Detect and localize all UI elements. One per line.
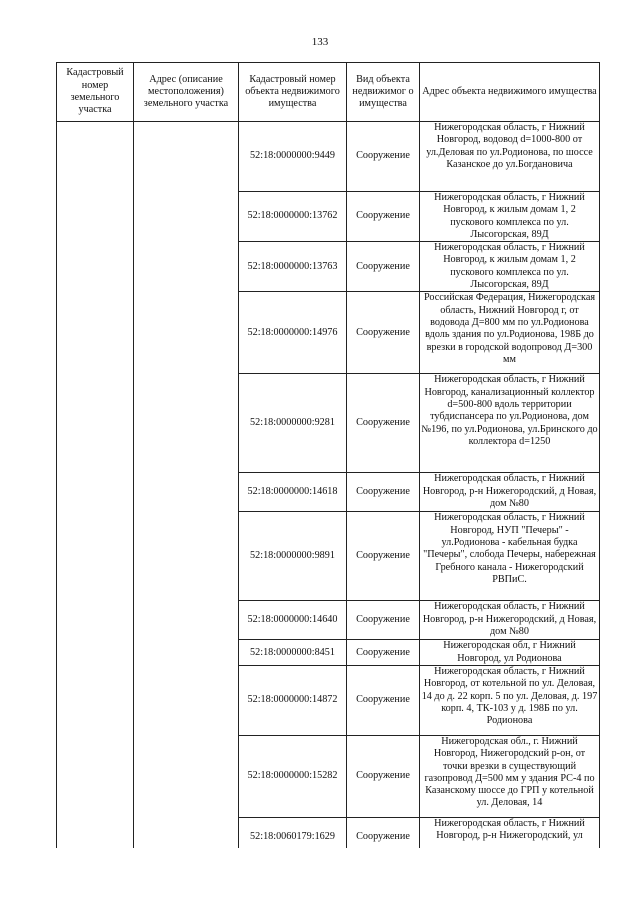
object-kind: Сооружение — [347, 374, 420, 473]
object-address: Нижегородская область, г Нижний Новгород, р-н Нижегородский, д Новая, дом №80 — [420, 473, 600, 512]
object-cadastral-number: 52:18:0000000:14618 — [239, 473, 347, 512]
object-kind: Сооружение — [347, 192, 420, 242]
object-kind: Сооружение — [347, 735, 420, 817]
object-address: Нижегородская область, г Нижний Новгород, к жилым домам 1, 2 пускового комплекса по ул. Лысогорская, 89Д — [420, 192, 600, 242]
object-cadastral-number: 52:18:0000000:9281 — [239, 374, 347, 473]
object-address: Нижегородская область, г Нижний Новгород, р-н Нижегородский, ул — [420, 817, 600, 857]
object-cadastral-number: 52:18:0000000:13763 — [239, 242, 347, 292]
object-cadastral-number: 52:18:0000000:13762 — [239, 192, 347, 242]
object-kind: Сооружение — [347, 292, 420, 374]
object-kind: Сооружение — [347, 601, 420, 640]
header-object-kind: Вид объекта недвижимог о имущества — [347, 63, 420, 122]
object-cadastral-number: 52:18:0000000:14640 — [239, 601, 347, 640]
object-address: Нижегородская область, г Нижний Новгород, водовод d=1000-800 от ул.Деловая по ул.Родионова, по шоссе Казанское до ул.Богдановича — [420, 122, 600, 192]
page-number: 133 — [311, 36, 329, 48]
object-kind: Сооружение — [347, 640, 420, 666]
object-cadastral-number: 52:18:0000000:9449 — [239, 122, 347, 192]
object-cadastral-number: 52:18:0060179:1629 — [239, 817, 347, 857]
table-row — [57, 122, 600, 192]
object-address: Нижегородская область, г Нижний Новгород, НУП "Печеры" - ул.Родионова - кабельная будка "Печеры", слобода Печеры, набережная Гребного канала - Нижегородский РВПиС. — [420, 512, 600, 601]
object-kind: Сооружение — [347, 473, 420, 512]
table-body — [57, 122, 600, 858]
object-cadastral-number: 52:18:0000000:9891 — [239, 512, 347, 601]
page-bottom-margin — [0, 848, 640, 905]
object-cadastral-number: 52:18:0000000:14976 — [239, 292, 347, 374]
object-kind: Сооружение — [347, 817, 420, 857]
object-cadastral-number: 52:18:0000000:15282 — [239, 735, 347, 817]
object-address: Российская Федерация, Нижегородская область, Нижний Новгород г, от водовода Д=800 мм по ул.Родионова вдоль здания по ул.Родионова, 198Б до врезки в городской водопровод Д=300 мм — [420, 292, 600, 374]
header-object-address: Адрес объекта недвижимого имущества — [420, 63, 600, 122]
object-address: Нижегородская область, г Нижний Новгород, р-н Нижегородский, д Новая, дом №80 — [420, 601, 600, 640]
land-address-cell — [134, 122, 239, 858]
object-kind: Сооружение — [347, 512, 420, 601]
object-kind: Сооружение — [347, 122, 420, 192]
object-cadastral-number: 52:18:0000000:8451 — [239, 640, 347, 666]
object-address: Нижегородская область, г Нижний Новгород, от котельной по ул. Деловая, 14 до д. 22 корп. 5 по ул. Деловая, д. 197 корп. 4, ТК-103 у д. 198Б по ул. Родионова — [420, 665, 600, 735]
property-table — [56, 62, 600, 858]
land-cadastral-number-cell — [57, 122, 134, 858]
header-land-address: Адрес (описание местоположения) земельного участка — [134, 63, 239, 122]
header-object-cadastral-number: Кадастровый номер объекта недвижимого имущества — [239, 63, 347, 122]
object-address: Нижегородская обл., г. Нижний Новгород, Нижегородский р-он, от точки врезки в существующий газопровод Д=500 мм у здания РС-4 по Казанскому шоссе до ГРП у котельной ул. Деловая, 14 — [420, 735, 600, 817]
object-address: Нижегородская область, г Нижний Новгород, к жилым домам 1, 2 пускового комплекса по ул. Лысогорская, 89Д — [420, 242, 600, 292]
object-address: Нижегородская область, г Нижний Новгород, канализационный коллектор d=500-800 вдоль территории тубдиспансера по ул.Родионова, дом №196, по ул.Родионова, ул.Бринского до коллектора d=1250 — [420, 374, 600, 473]
object-address: Нижегородская обл, г Нижний Новгород, ул Родионова — [420, 640, 600, 666]
object-kind: Сооружение — [347, 242, 420, 292]
object-cadastral-number: 52:18:0000000:14872 — [239, 665, 347, 735]
object-kind: Сооружение — [347, 665, 420, 735]
table-header-row — [57, 63, 600, 122]
header-land-cadastral-number: Кадастровый номер земельного участка — [57, 63, 134, 122]
